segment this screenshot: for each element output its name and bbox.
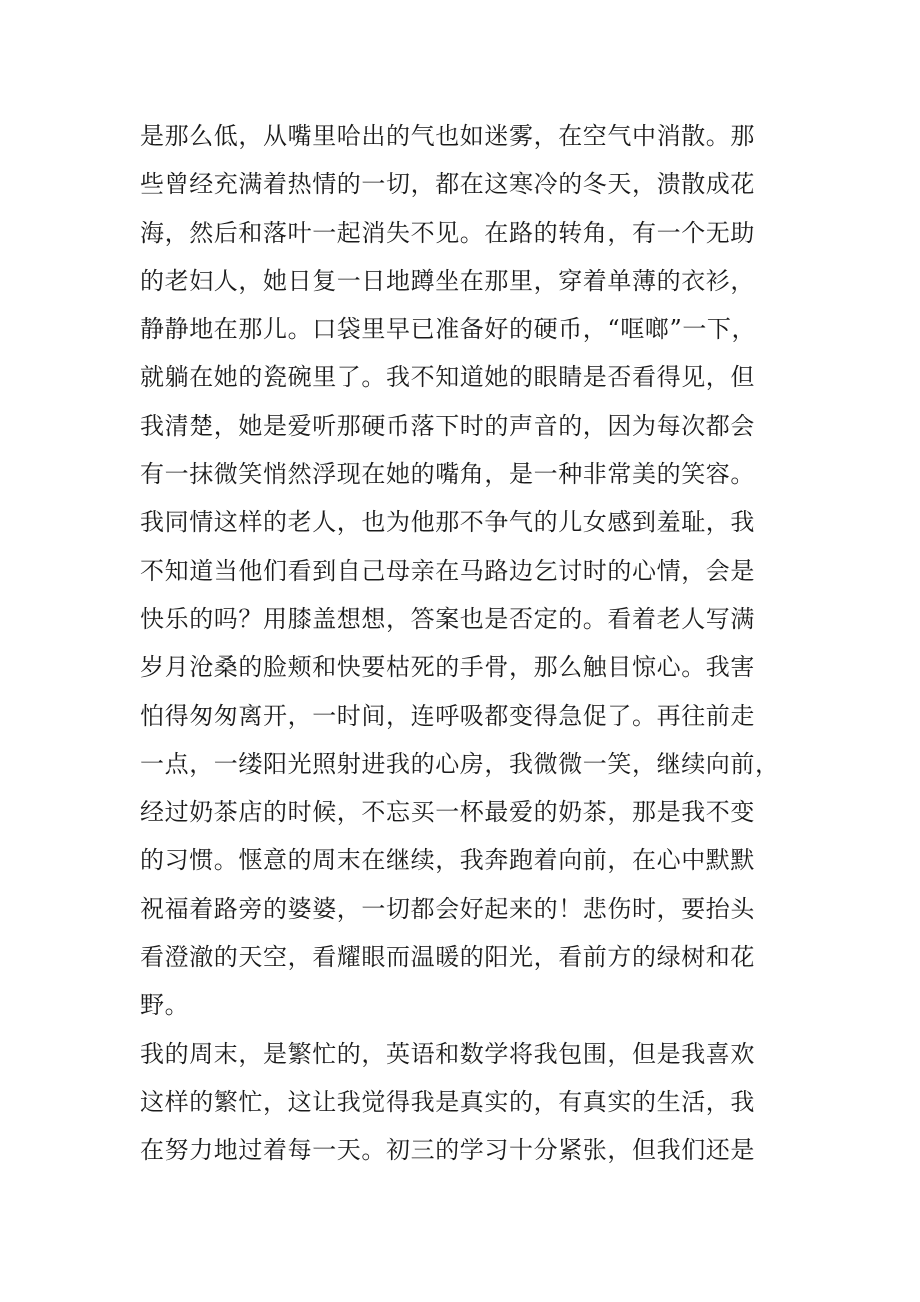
text-line: 是那么低，从嘴里哈出的气也如迷雾，在空气中消散。那 (140, 122, 755, 150)
text-line: 我同情这样的老人，也为他那不争气的儿女感到羞耻，我 (140, 508, 755, 537)
text-line: 一点，一缕阳光照射进我的心房，我微微一笑，继续向前， (140, 749, 780, 778)
text-line: 我的周末，是繁忙的，英语和数学将我包围，但是我喜欢 (140, 1039, 755, 1068)
text-line: 有一抹微笑悄然浮现在她的嘴角，是一种非常美的笑容。 (140, 460, 755, 489)
text-line: 静静地在那儿。口袋里早已准备好的硬币，“哐啷”一下， (140, 315, 757, 344)
text-line: 怕得匆匆离开，一时间，连呼吸都变得急促了。再往前走 (140, 701, 755, 730)
text-line: 的老妇人，她日复一日地蹲坐在那里，穿着单薄的衣衫， (140, 266, 755, 295)
text-line: 些曾经充满着热情的一切，都在这寒冷的冬天，溃散成花 (140, 170, 755, 199)
text-line: 不知道当他们看到自己母亲在马路边乞讨时的心情，会是 (140, 556, 755, 585)
text-line: 这样的繁忙，这让我觉得我是真实的，有真实的生活，我 (140, 1087, 755, 1116)
text-line: 看澄澈的天空，看耀眼而温暖的阳光，看前方的绿树和花 (140, 943, 755, 972)
text-line: 我清楚，她是爱听那硬币落下时的声音的，因为每次都会 (140, 411, 755, 440)
text-line: 祝福着路旁的婆婆，一切都会好起来的！悲伤时，要抬头 (140, 894, 755, 923)
text-line: 就躺在她的瓷碗里了。我不知道她的眼睛是否看得见，但 (140, 363, 755, 392)
text-line: 海，然后和落叶一起消失不见。在路的转角，有一个无助 (140, 218, 755, 247)
text-line: 的习惯。惬意的周末在继续，我奔跑着向前，在心中默默 (140, 846, 755, 875)
body-text (140, 112, 780, 1175)
text-line: 在努力地过着每一天。初三的学习十分紧张，但我们还是 (140, 1136, 755, 1165)
text-line: 经过奶茶店的时候，不忘买一杯最爱的奶茶，那是我不变 (140, 798, 755, 827)
text-line: 野。 (140, 991, 190, 1020)
text-line: 岁月沧桑的脸颊和快要枯死的手骨，那么触目惊心。我害 (140, 653, 755, 682)
text-line: 快乐的吗？用膝盖想想，答案也是否定的。看着老人写满 (140, 604, 755, 633)
